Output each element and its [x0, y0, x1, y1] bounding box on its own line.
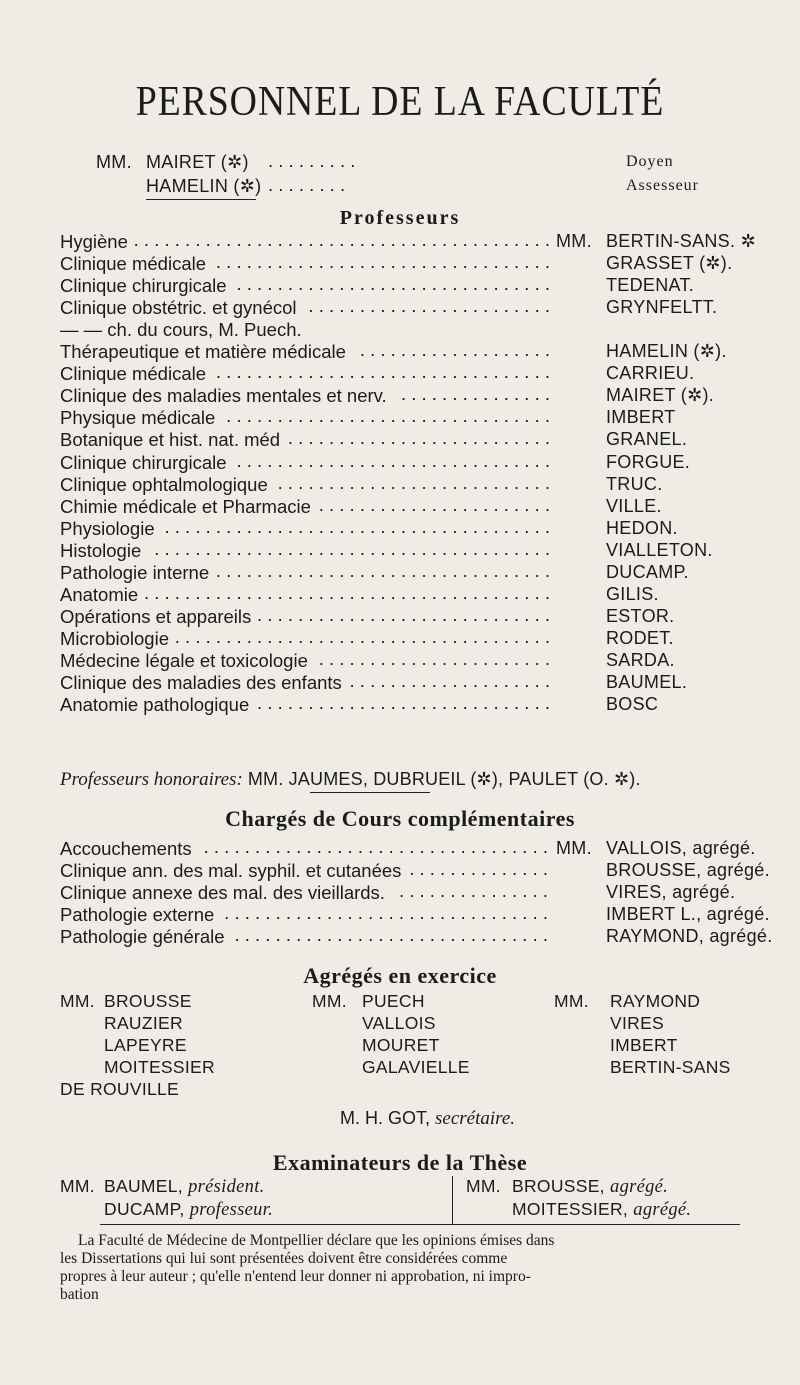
professeur-subject: Clinique des maladies mentales et nerv.: [60, 385, 387, 406]
professeur-name: CARRIEU.: [606, 363, 695, 383]
exam-name: MOITESSIER,: [512, 1199, 629, 1219]
professeur-subject: Pathologie interne: [60, 562, 210, 583]
dot-leader: . . . . . . . . . . . . . . . . . . . . . . . . . . . . . . . . .: [215, 361, 550, 382]
professeur-subject: Microbiologie: [60, 628, 169, 649]
dot-leader: . . . . . . . . . . . . . . . . . . .: [359, 339, 550, 360]
secretaire-name: M. H. GOT,: [340, 1108, 430, 1128]
professeur-subject: Clinique obstétric. et gynécol: [60, 297, 297, 318]
professeur-name: BERTIN-SANS. ✲: [606, 231, 756, 251]
exam-right-prefix: MM.: [466, 1176, 501, 1196]
dot-leader: . . . . . . . . . . . . . . . . . . . .: [349, 670, 550, 691]
professeur-name: RODET.: [606, 628, 674, 648]
professeur-subject: Physiologie: [60, 518, 155, 539]
agrege-name: RAUZIER: [104, 1013, 183, 1033]
exam-title: professeur.: [189, 1200, 274, 1220]
charge-subject: Accouchements: [60, 838, 192, 859]
note-line: les Dissertations qui lui sont présentées doivent être considérées comme: [60, 1250, 508, 1267]
underline: [310, 792, 430, 793]
professeur-subject: Physique médicale: [60, 407, 216, 428]
agrege-name: GALAVIELLE: [362, 1057, 470, 1077]
professeur-subject: Anatomie pathologique: [60, 694, 250, 715]
dot-leader: . . . . . . . . . . . . . . . . . . . . . . . . . . . . . . . . .: [215, 560, 550, 581]
exam-left-prefix: MM.: [60, 1176, 95, 1196]
agrege-name: IMBERT: [610, 1035, 678, 1055]
dot-leader: . . . . . . . . . . . . . . . . . . . . . . . . . . . . . . . .: [224, 902, 548, 923]
professeur-name: IMBERT: [606, 407, 676, 427]
charge-subject: Clinique annexe des mal. des vieillards.: [60, 882, 385, 903]
vertical-divider: [452, 1176, 453, 1224]
professeur-subject: Opérations et appareils: [60, 606, 252, 627]
dot-leader: . . . . . . . . . . . . . . . . . . . . . . . . . . . . .: [257, 692, 550, 713]
secretaire-title: secrétaire.: [435, 1108, 516, 1129]
professeur-subject: Clinique des maladies des enfants: [60, 672, 342, 693]
agrege-name: PUECH: [362, 991, 425, 1011]
exam-title: agrégé.: [633, 1200, 692, 1220]
section-heading-agreges: Agrégés en exercice: [303, 963, 497, 988]
dot-leader: . . . . . . . . . . . . . .: [409, 858, 548, 879]
exam-name: BAUMEL,: [104, 1176, 183, 1196]
officer-name-doyen: MAIRET (✲): [146, 152, 249, 172]
charge-name: RAYMOND, agrégé.: [606, 926, 773, 946]
dot-leader: . . . . . . . . . . . . . . . . . . . . . . . . . . . . . . .: [236, 450, 550, 471]
agreges-prefix: MM.: [60, 991, 95, 1011]
exam-title: agrégé.: [610, 1177, 669, 1197]
dot-leader: . . . . . . . . . . . . . . . . . . . . . . . . . . . . .: [257, 604, 550, 625]
agrege-name: VIRES: [610, 1013, 665, 1033]
professeur-subject: Médecine légale et toxicologie: [60, 650, 308, 671]
dot-leader: . . . . . . . . . . . . . . . . . . . . . . . . . .: [287, 427, 550, 448]
dot-leader: . . . . . . . . . . . . . . . . . . . . . . . .: [308, 295, 550, 316]
professeur-subject: Chimie médicale et Pharmacie: [60, 496, 311, 517]
professeur-name: TRUC.: [606, 474, 663, 494]
section-heading-professeurs: Professeurs: [339, 207, 461, 229]
professeur-subject: Thérapeutique et matière médicale: [60, 341, 346, 362]
dot-leader: . . . . . . . . . . . . . . . . . . . . . . . . . . . . . . . . . . . . . .: [164, 516, 550, 537]
agrege-name: BERTIN-SANS: [610, 1057, 731, 1077]
charge-subject: Pathologie générale: [60, 926, 225, 947]
professeur-subject: Clinique ophtalmologique: [60, 474, 268, 495]
professeur-subject: Clinique médicale: [60, 363, 207, 384]
dot-leader: . . . . . . . . . . . . . . . . . . . . . . . . . . . . . . .: [234, 924, 548, 945]
agreges-prefix: MM.: [554, 991, 589, 1011]
officer-role-doyen: Doyen: [626, 153, 674, 170]
professeur-subject: Botanique et hist. nat. méd: [60, 429, 281, 450]
charge-subject: Pathologie externe: [60, 904, 215, 925]
professeurs-mm: MM.: [556, 231, 592, 251]
exam-left-2: [104, 1199, 273, 1221]
agrege-name: BROUSSE: [104, 991, 192, 1011]
horizontal-rule: [100, 1224, 740, 1225]
exam-left-1: [104, 1176, 265, 1198]
underline: [146, 199, 256, 200]
professeur-subject: Clinique chirurgicale: [60, 452, 227, 473]
charges-mm: MM.: [556, 838, 592, 858]
dot-leader: . . . . . . . . . . . . . . . . . . . . . . . . . . . . . . . . . .: [203, 836, 548, 857]
agrege-name: MOITESSIER: [104, 1057, 215, 1077]
honoraires-label: Professeurs honoraires:: [60, 769, 243, 790]
officer-role-assesseur: Assesseur: [626, 177, 699, 194]
honoraires-line: [60, 769, 641, 791]
professeur-name: GRASSET (✲).: [606, 253, 733, 273]
exam-right-2: [512, 1199, 691, 1221]
professeur-name: ESTOR.: [606, 606, 675, 626]
professeur-subject: Clinique médicale: [60, 253, 207, 274]
agrege-name: RAYMOND: [610, 991, 701, 1011]
professeur-name: BOSC: [606, 694, 659, 714]
note-line: bation: [60, 1286, 99, 1303]
disclaimer-note: [60, 1232, 760, 1304]
dot-leader: . . . . . . . . . . . . . . .: [398, 880, 548, 901]
exam-name: BROUSSE,: [512, 1176, 605, 1196]
note-line: La Faculté de Médecine de Montpellier déclare que les opinions émises dans: [78, 1232, 555, 1249]
professeur-subject: Clinique chirurgicale: [60, 275, 227, 296]
professeur-name: GRANEL.: [606, 429, 688, 449]
dot-leader: . . . . . . . . . . . . . . . . . . . . . . . . . . . . . . . . .: [215, 251, 550, 272]
professeur-name: VILLE.: [606, 496, 662, 516]
officer-prefix: MM.: [96, 152, 132, 172]
dot-leader: . . . . . . . .: [268, 174, 346, 195]
professeur-subject: Hygiène: [60, 231, 128, 252]
secretaire-line: [340, 1108, 515, 1130]
dot-leader: . . . . . . . . . . . . . . . . . . . . . . . . . . . . . . . .: [226, 405, 550, 426]
exam-right-1: [512, 1176, 668, 1198]
professeur-name: HEDON.: [606, 518, 678, 538]
professeur-name: TEDENAT.: [606, 275, 695, 295]
charge-name: VIRES, agrégé.: [606, 882, 736, 902]
section-heading-charges: Chargés de Cours complémentaires: [225, 806, 575, 831]
note-line: propres à leur auteur ; qu'elle n'entend leur donner ni approbation, ni impro-: [60, 1268, 531, 1285]
charge-name: BROUSSE, agrégé.: [606, 860, 770, 880]
section-heading-examinateurs: Examinateurs de la Thèse: [272, 1150, 528, 1175]
dot-leader: . . . . . . . . . . . . . . .: [400, 383, 550, 404]
exam-title: président.: [188, 1177, 265, 1197]
professeur-name: MAIRET (✲).: [606, 385, 715, 405]
officer-name-assesseur: HAMELIN (✲): [146, 176, 262, 196]
professeur-name: FORGUE.: [606, 452, 691, 472]
professeur-subject: Histologie: [60, 540, 142, 561]
agrege-name: LAPEYRE: [104, 1035, 187, 1055]
dot-leader: . . . . . . . . . . . . . . . . . . . . . . .: [318, 494, 550, 515]
dot-leader: . . . . . . . . . . . . . . . . . . . . . . .: [318, 648, 550, 669]
professeur-name: GILIS.: [606, 584, 659, 604]
dot-leader: . . . . . . . . .: [268, 150, 356, 171]
page-title: PERSONNEL DE LA FACULTÉ: [135, 79, 665, 125]
professeur-subject: — — ch. du cours, M. Puech.: [60, 319, 302, 340]
professeur-name: HAMELIN (✲).: [606, 341, 727, 361]
agrege-name: DE ROUVILLE: [60, 1079, 180, 1099]
charge-name: IMBERT L., agrégé.: [606, 904, 770, 924]
dot-leader: . . . . . . . . . . . . . . . . . . . . . . . . . . . . . . . . . . . . .: [174, 626, 550, 647]
exam-name: DUCAMP,: [104, 1199, 185, 1219]
professeur-name: GRYNFELTT.: [606, 297, 718, 317]
honoraires-names: MM. JAUMES, DUBRUEIL (✲), PAULET (O. ✲).: [247, 769, 641, 789]
agrege-name: VALLOIS: [362, 1013, 436, 1033]
dot-leader: . . . . . . . . . . . . . . . . . . . . . . . . . . . . . . . . . . . . . . .: [154, 538, 550, 559]
dot-leader: . . . . . . . . . . . . . . . . . . . . . . . . . . . . . . . . . . . . . . . .: [143, 582, 550, 603]
agrege-name: MOURET: [362, 1035, 440, 1055]
professeur-name: DUCAMP.: [606, 562, 689, 582]
professeur-subject: Anatomie: [60, 584, 139, 605]
dot-leader: . . . . . . . . . . . . . . . . . . . . . . . . . . . . . . .: [236, 273, 550, 294]
charge-subject: Clinique ann. des mal. syphil. et cutanées: [60, 860, 402, 881]
dot-leader: . . . . . . . . . . . . . . . . . . . . . . . . . . .: [277, 472, 550, 493]
agreges-prefix: MM.: [312, 991, 347, 1011]
dot-leader: . . . . . . . . . . . . . . . . . . . . . . . . . . . . . . . . . . . . . . . . .: [133, 229, 550, 250]
professeur-name: BAUMEL.: [606, 672, 688, 692]
charge-name: VALLOIS, agrégé.: [606, 838, 756, 858]
professeur-name: VIALLETON.: [606, 540, 713, 560]
professeur-name: SARDA.: [606, 650, 675, 670]
